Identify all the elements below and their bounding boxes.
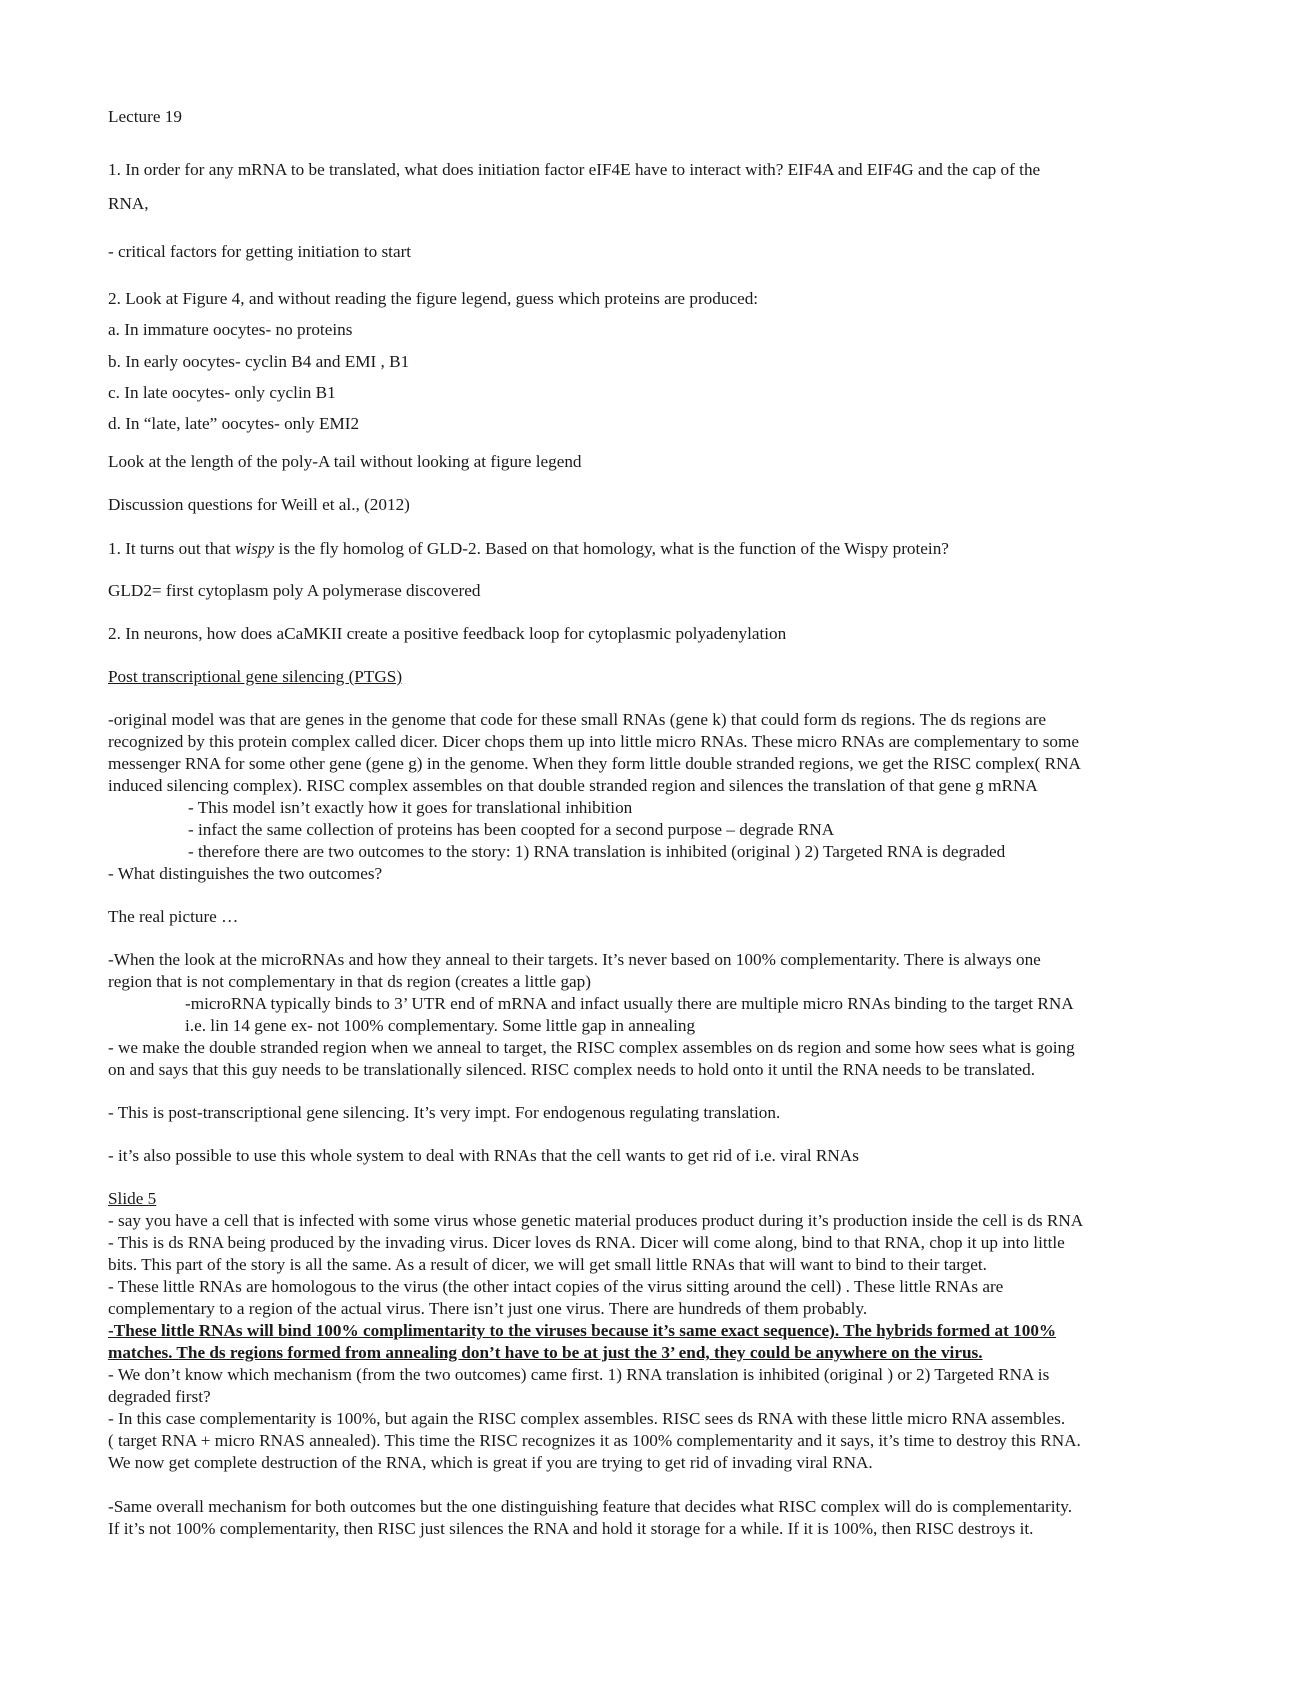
ptgs-paragraph-line: messenger RNA for some other gene (gene g) in the genome. When they form little double stranded regions, we get the RISC complex( RNA	[108, 754, 1081, 773]
poly-a-note: Look at the length of the poly-A tail without looking at figure legend	[108, 452, 582, 471]
question-1-note: - critical factors for getting initiation to start	[108, 242, 412, 261]
slide-5-line: ( target RNA + micro RNAS annealed). This time the RISC recognizes it as 100% complementarity and it says, it’s time to destroy this RNA.	[108, 1431, 1081, 1450]
gld2-note: GLD2= first cytoplasm poly A polymerase discovered	[108, 581, 481, 600]
viral-rna-note: - it’s also possible to use this whole system to deal with RNAs that the cell wants to get rid of i.e. viral RNAs	[108, 1146, 859, 1165]
ptgs-paragraph-line: recognized by this protein complex called dicer. Dicer chops them up into little micro RNAs. These micro RNAs are complementary to some	[108, 732, 1079, 751]
real-picture-line: region that is not complementary in that ds region (creates a little gap)	[108, 972, 592, 991]
real-picture-heading: The real picture …	[108, 907, 239, 926]
summary-line: -Same overall mechanism for both outcomes but the one distinguishing feature that decides what RISC complex will do is complementarity.	[108, 1497, 1073, 1516]
real-picture-line: -When the look at the microRNAs and how they anneal to their targets. It’s never based on 100% complementarity. There is always one	[108, 950, 1041, 969]
slide-5-line: - These little RNAs are homologous to the virus (the other intact copies of the virus sitting around the cell) . These little RNAs are	[108, 1277, 1004, 1296]
summary-line: If it’s not 100% complementarity, then RISC just silences the RNA and hold it storage for a while. If it is 100%, then RISC destroys it.	[108, 1519, 1034, 1538]
discussion-question-2: 2. In neurons, how does aCaMKII create a positive feedback loop for cytoplasmic polyadenylation	[108, 624, 787, 643]
question-2-option-d: d. In “late, late” oocytes- only EMI2	[108, 414, 360, 433]
slide-5-line: - This is ds RNA being produced by the invading virus. Dicer loves ds RNA. Dicer will come along, bind to that RNA, chop it up into little	[108, 1233, 1065, 1252]
real-picture-line: on and says that this guy needs to be translationally silenced. RISC complex needs to hold onto it until the RNA needs to be translated.	[108, 1060, 1036, 1079]
real-picture-indent: i.e. lin 14 gene ex- not 100% complementary. Some little gap in annealing	[185, 1016, 696, 1035]
question-1-line-1: 1. In order for any mRNA to be translated, what does initiation factor eIF4E have to interact with? EIF4A and EIF4G and the cap of the	[108, 160, 1041, 179]
ptgs-heading: Post transcriptional gene silencing (PTGS)	[108, 667, 403, 686]
slide-5-line: bits. This part of the story is all the same. As a result of dicer, we will get small little RNAs that will want to bind to their target.	[108, 1255, 987, 1274]
ptgs-paragraph-line: -original model was that are genes in the genome that code for these small RNAs (gene k) that could form ds regions. The ds regions are	[108, 710, 1047, 729]
ptgs-question: - What distinguishes the two outcomes?	[108, 864, 383, 883]
slide-5-heading: Slide 5	[108, 1189, 157, 1208]
ptgs-importance: - This is post-transcriptional gene silencing. It’s very impt. For endogenous regulating translation.	[108, 1103, 781, 1122]
slide-5-line: - We don’t know which mechanism (from the two outcomes) came first. 1) RNA translation is inhibited (original ) or 2) Targeted RNA is	[108, 1365, 1050, 1384]
ptgs-bullet: - therefore there are two outcomes to the story: 1) RNA translation is inhibited (original ) 2) Targeted RNA is degraded	[188, 842, 1006, 861]
slide-5-line: We now get complete destruction of the RNA, which is great if you are trying to get rid of invading viral RNA.	[108, 1453, 873, 1472]
ptgs-bullet: - This model isn’t exactly how it goes for translational inhibition	[188, 798, 633, 817]
slide-5-line: - say you have a cell that is infected with some virus whose genetic material produces product during it’s production inside the cell is ds RNA	[108, 1211, 1084, 1230]
slide-5-line: degraded first?	[108, 1387, 211, 1406]
question-2-option-b: b. In early oocytes- cyclin B4 and EMI , B1	[108, 352, 410, 371]
question-1-line-2: RNA,	[108, 194, 149, 213]
question-2-option-a: a. In immature oocytes- no proteins	[108, 320, 353, 339]
slide-5-bold-line: -These little RNAs will bind 100% complimentarity to the viruses because it’s same exact sequence). The hybrids formed at 100%	[108, 1321, 1057, 1340]
lecture-heading: Lecture 19	[108, 107, 182, 126]
real-picture-line: - we make the double stranded region when we anneal to target, the RISC complex assembles on ds region and some how sees what is going	[108, 1038, 1075, 1057]
question-2: 2. Look at Figure 4, and without reading the figure legend, guess which proteins are produced:	[108, 289, 759, 308]
discussion-question-1: 1. It turns out that wispy is the fly homolog of GLD-2. Based on that homology, what is the function of the Wispy protein?	[108, 539, 949, 558]
discussion-title: Discussion questions for Weill et al., (2012)	[108, 495, 410, 514]
question-2-option-c: c. In late oocytes- only cyclin B1	[108, 383, 336, 402]
slide-5-line: complementary to a region of the actual virus. There isn’t just one virus. There are hundreds of them probably.	[108, 1299, 868, 1318]
slide-5-bold-line: matches. The ds regions formed from annealing don’t have to be at just the 3’ end, they could be anywhere on the virus.	[108, 1343, 983, 1362]
slide-5-line: - In this case complementarity is 100%, but again the RISC complex assembles. RISC sees ds RNA with these little micro RNA assembles.	[108, 1409, 1066, 1428]
real-picture-indent: -microRNA typically binds to 3’ UTR end of mRNA and infact usually there are multiple micro RNAs binding to the target RNA	[185, 994, 1074, 1013]
ptgs-bullet: - infact the same collection of proteins has been coopted for a second purpose – degrade RNA	[188, 820, 835, 839]
ptgs-paragraph-line: induced silencing complex). RISC complex assembles on that double stranded region and silences the translation of that gene g mRNA	[108, 776, 1038, 795]
